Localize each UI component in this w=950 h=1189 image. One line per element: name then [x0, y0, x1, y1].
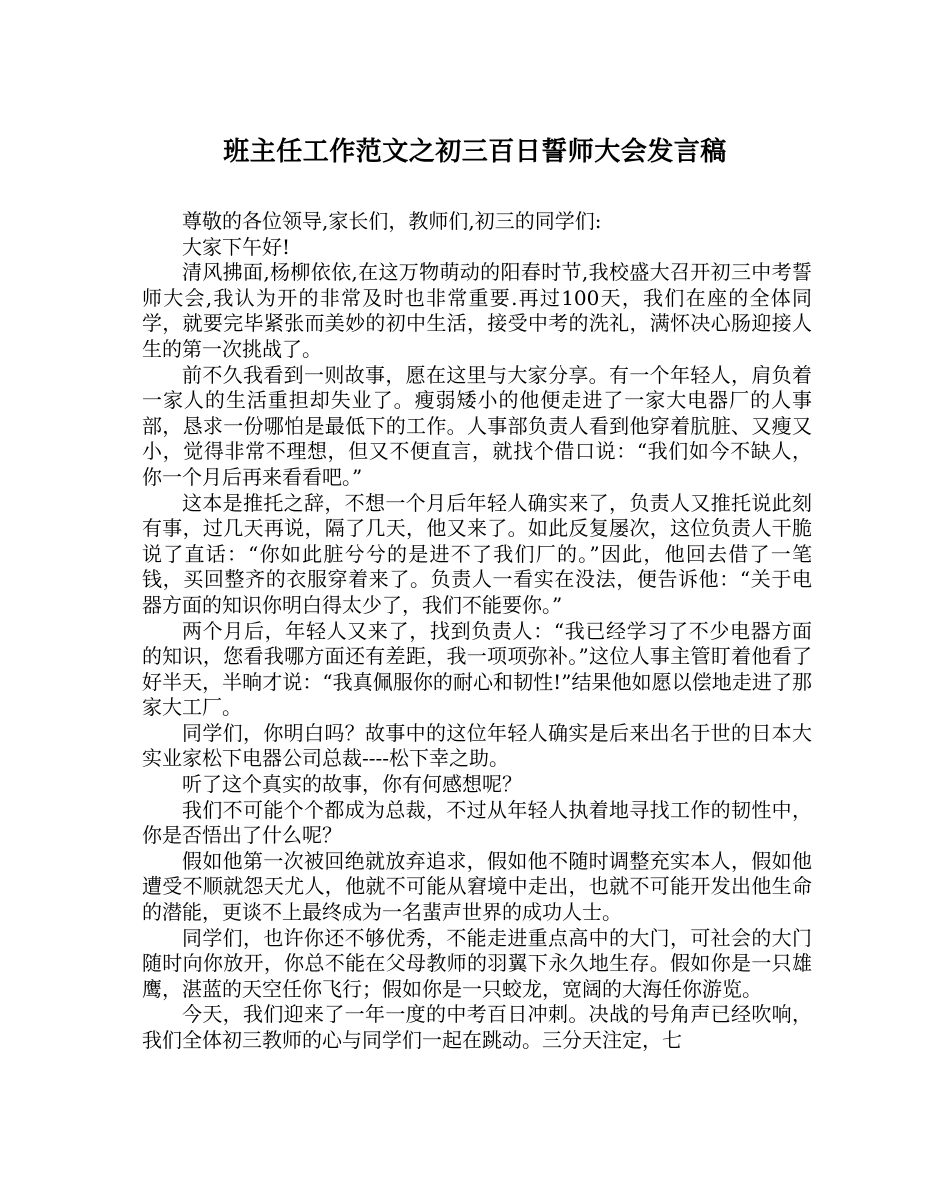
paragraph: 同学们，你明白吗？故事中的这位年轻人确实是后来出名于世的日本大实业家松下电器公司总裁----松下幸之助。	[142, 720, 812, 771]
paragraph: 假如他第一次被回绝就放弃追求，假如他不随时调整充实本人，假如他遭受不顺就怨天尤人，他就不可能从窘境中走出，也就不可能开发出他生命的潜能，更谈不上最终成为一名蜚声世界的成功人士。	[142, 848, 812, 925]
paragraph-greeting: 大家下午好!	[182, 234, 291, 259]
paragraph: 同学们，也许你还不够优秀，不能走进重点高中的大门，可社会的大门随时向你放开，你总不能在父母教师的羽翼下永久地生存。假如你是一只雄鹰，湛蓝的天空任你飞行；假如你是一只蛟龙，宽阔的大海任你游览。	[142, 925, 812, 1001]
paragraph: 清风拂面,杨柳依依,在这万物萌动的阳春时节,我校盛大召开初三中考誓师大会,我认为开的非常及时也非常重要.再过100天，我们在座的全体同学，就要完毕紧张而美妙的初中生活，接受中考的洗礼，满怀决心肠迎接人生的第一次挑战了。	[142, 260, 812, 361]
paragraph: 这本是推托之辞，不想一个月后年轻人确实来了，负责人又推托说此刻有事，过几天再说，隔了几天，他又来了。如此反复屡次，这位负责人干脆说了直话：“你如此脏兮兮的是进不了我们厂的。”因此，他回去借了一笔钱，买回整齐的衣服穿着来了。负责人一看实在没法，便告诉他：“关于电器方面的知识你明白得太少了，我们不能要你。”	[142, 490, 812, 617]
document-body	[142, 209, 812, 1054]
paragraph-salutation: 尊敬的各位领导,家长们，教师们,初三的同学们:	[182, 209, 602, 233]
document-title: 班主任工作范文之初三百日誓师大会发言稿	[223, 137, 727, 167]
paragraph: 我们不可能个个都成为总裁，不过从年轻人执着地寻找工作的韧性中，你是否悟出了什么呢？	[142, 797, 812, 848]
paragraph: 两个月后，年轻人又来了，找到负责人：“我已经学习了不少电器方面的知识，您看我哪方面还有差距，我一项项弥补。”这位人事主管盯着他看了好半天，半晌才说：“我真佩服你的耐心和韧性!”结果他如愿以偿地走进了那家大工厂。	[142, 618, 812, 720]
paragraph: 今天，我们迎来了一年一度的中考百日冲刺。决战的号角声已经吹响，我们全体初三教师的心与同学们一起在跳动。三分天注定，七	[142, 1002, 812, 1052]
paragraph: 前不久我看到一则故事，愿在这里与大家分享。有一个年轻人，肩负着一家人的生活重担却失业了。瘦弱矮小的他便走进了一家大电器厂的人事部，恳求一份哪怕是最低下的工作。人事部负责人看到他穿着肮脏、又瘦又小，觉得非常不理想，但又不便直言，就找个借口说：“我们如今不缺人，你一个月后再来看看吧。”	[142, 362, 812, 489]
paragraph: 听了这个真实的故事，你有何感想呢？	[182, 772, 522, 797]
